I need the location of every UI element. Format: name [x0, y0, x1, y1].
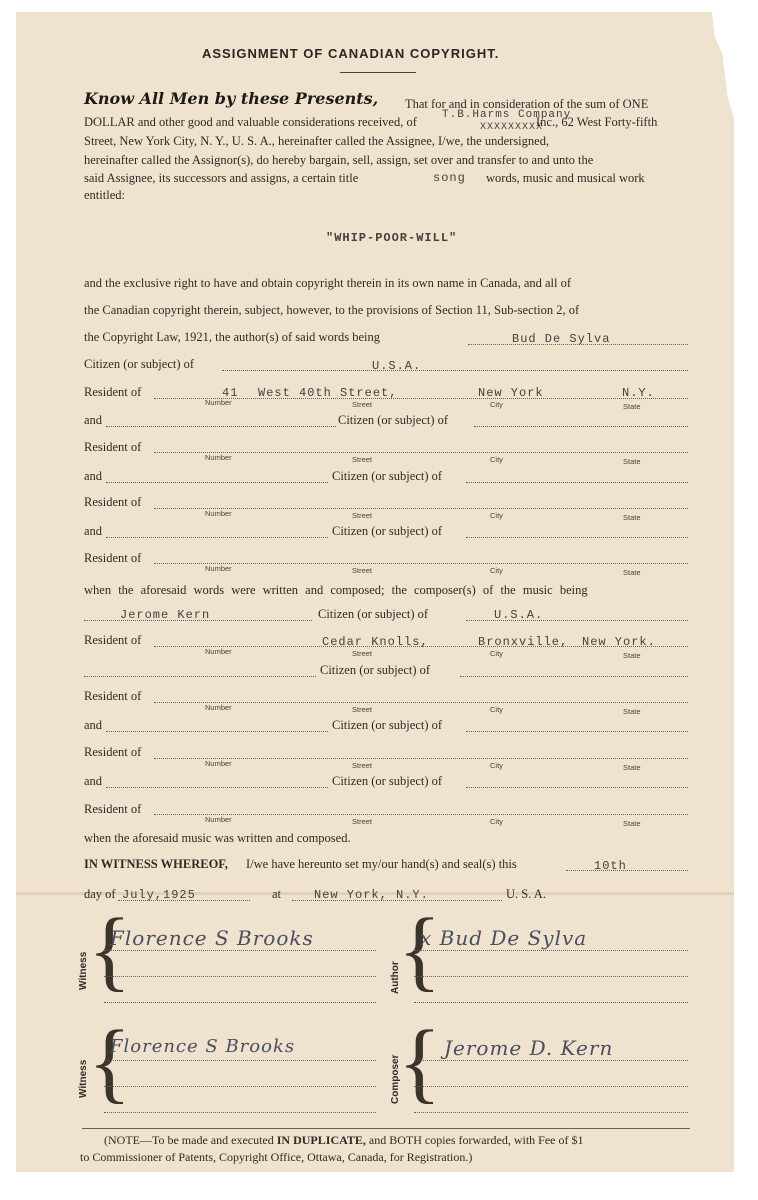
sub-state-6: State: [623, 707, 641, 716]
sub-street-5: Street: [352, 649, 373, 658]
and-line-1: [106, 426, 336, 427]
sub-state: State: [623, 402, 641, 411]
composer-street-typed: Cedar Knolls,: [322, 635, 429, 649]
sub-city-3: City: [490, 511, 503, 520]
witness-whereof-text: I/we have hereunto set my/our hand(s) and seal(s) this: [246, 857, 517, 871]
sub-city-7: City: [490, 761, 503, 770]
usa-printed: U. S. A.: [506, 887, 546, 901]
sub-number-5: Number: [205, 647, 232, 656]
sub-street-3: Street: [352, 511, 373, 520]
sub-number-4: Number: [205, 564, 232, 573]
day-line: [566, 870, 688, 871]
sub-state-8: State: [623, 819, 641, 828]
witness-1-line-a: [104, 950, 376, 951]
composer-line-c: [414, 1112, 688, 1113]
witness-2-line-c: [104, 1112, 376, 1113]
title-kind-typed: song: [433, 171, 466, 185]
sub-city: City: [490, 400, 503, 409]
sub-state-7: State: [623, 763, 641, 772]
composer-signature: Jerome D. Kern: [444, 1036, 614, 1060]
composer-label: Composer: [390, 1054, 401, 1104]
resident-label-7: Resident of: [84, 745, 142, 759]
sub-city-2: City: [490, 455, 503, 464]
and-label-3: and: [84, 524, 103, 538]
witness-1-signature: Florence S Brooks: [110, 926, 314, 950]
and-citizen-label-1: Citizen (or subject) of: [338, 413, 449, 427]
sub-number-7: Number: [205, 759, 232, 768]
note-text-c: and BOTH copies forwarded, with Fee of $1: [368, 1133, 584, 1147]
and-label-5: and: [84, 774, 103, 788]
struck-text: XXXXXXXXX: [480, 122, 544, 133]
author-line-a: [414, 950, 688, 951]
title-rule: [340, 72, 416, 73]
sub-city-4: City: [490, 566, 503, 575]
sub-state-3: State: [623, 513, 641, 522]
music-composed-line: when the aforesaid music was written and composed.: [84, 831, 351, 845]
composer-and-citizen-line-1: [460, 676, 688, 677]
sub-street-7: Street: [352, 761, 373, 770]
rights-line-2: the Canadian copyright therein, subject, however, to the provisions of Section 11, Sub-section 2, of: [84, 303, 580, 317]
composers-intro: when the aforesaid words were written and composed; the composer(s) of the music being: [84, 583, 588, 597]
and-citizen-line-5: [466, 787, 688, 788]
and-line-2: [106, 482, 328, 483]
author-street-typed: West 40th Street,: [258, 386, 398, 400]
note-line-2: to Commissioner of Patents, Copyright Office, Ottawa, Canada, for Registration.): [80, 1150, 473, 1164]
sub-city-8: City: [490, 817, 503, 826]
witness-1-line-b: [104, 976, 376, 977]
author-name-typed: Bud De Sylva: [512, 332, 611, 346]
witness-2-line-b: [104, 1086, 376, 1087]
and-citizen-label-2: Citizen (or subject) of: [332, 469, 443, 483]
sub-street-4: Street: [352, 566, 373, 575]
and-citizen-line-4: [466, 731, 688, 732]
composer-and-line-1: [84, 676, 316, 677]
resident-label-4: Resident of: [84, 551, 142, 565]
author-signature: x Bud De Sylva: [420, 926, 588, 950]
intro-line-5: said Assignee, its successors and assigns, a certain title: [84, 171, 359, 185]
author-city-typed: New York: [478, 386, 544, 400]
resident-label-3: Resident of: [84, 495, 142, 509]
witness-whereof-bold: IN WITNESS WHEREOF,: [84, 857, 228, 871]
and-label-2: and: [84, 469, 103, 483]
sub-city-6: City: [490, 705, 503, 714]
and-citizen-label-4: Citizen (or subject) of: [332, 718, 443, 732]
witness-label-2: Witness: [78, 1059, 89, 1098]
author-state-typed: N.Y.: [622, 386, 655, 400]
note-duplicate: IN DUPLICATE,: [276, 1133, 366, 1147]
resident-label-6: Resident of: [84, 689, 142, 703]
witness-brace-2: {: [88, 1013, 132, 1112]
day-typed: 10th: [594, 859, 627, 873]
day-of-label: day of: [84, 887, 116, 901]
composer-city-typed: Bronxville,: [478, 635, 569, 649]
composer-and-citizen-1: Citizen (or subject) of: [320, 663, 431, 677]
resident-line-3: [154, 508, 688, 509]
rights-line-3: the Copyright Law, 1921, the author(s) of said words being: [84, 330, 381, 344]
sub-number-6: Number: [205, 703, 232, 712]
opening-phrase: Know All Men by these Presents,: [84, 89, 379, 108]
author-citizenship-typed: U.S.A.: [372, 359, 422, 373]
intro-line-6: entitled:: [84, 188, 125, 202]
at-label: at: [272, 887, 282, 901]
author-line-b: [414, 976, 688, 977]
sub-city-5: City: [490, 649, 503, 658]
resident-line-4: [154, 563, 688, 564]
sub-state-4: State: [623, 568, 641, 577]
composer-line-b: [414, 1086, 688, 1087]
composer-citizenship-typed: U.S.A.: [494, 608, 544, 622]
and-citizen-line-3: [466, 537, 688, 538]
sub-number: Number: [205, 398, 232, 407]
sub-number-2: Number: [205, 453, 232, 462]
author-brace: {: [398, 901, 442, 1000]
witness-brace-1: {: [88, 901, 132, 1000]
author-resident-label: Resident of: [84, 385, 142, 399]
composer-brace: {: [398, 1013, 442, 1112]
rights-line-1: and the exclusive right to have and obtain copyright therein in its own name in Canada, and all of: [84, 276, 572, 290]
month-year-typed: July,1925: [122, 888, 196, 902]
author-line-c: [414, 1002, 688, 1003]
sub-street: Street: [352, 400, 373, 409]
intro-line-2: DOLLAR and other good and valuable considerations received, of: [84, 115, 417, 129]
sub-street-6: Street: [352, 705, 373, 714]
and-citizen-label-3: Citizen (or subject) of: [332, 524, 443, 538]
resident-line-2: [154, 452, 688, 453]
and-citizen-label-5: Citizen (or subject) of: [332, 774, 443, 788]
resident-line-8: [154, 814, 688, 815]
intro-line-4: hereinafter called the Assignor(s), do hereby bargain, sell, assign, set over and transfer to and unto the: [84, 153, 594, 167]
composer-resident-label: Resident of: [84, 633, 142, 647]
intro-line-1: That for and in consideration of the sum of ONE: [405, 97, 649, 111]
and-line-3: [106, 537, 328, 538]
and-label-1: and: [84, 413, 103, 427]
note-text-a: (NOTE—To be made and executed: [104, 1133, 274, 1147]
sub-state-2: State: [623, 457, 641, 466]
witness-1-line-c: [104, 1002, 376, 1003]
intro-line-5b: words, music and musical work: [486, 171, 645, 185]
composer-name-typed: Jerome Kern: [120, 608, 211, 622]
and-line-4: [106, 731, 328, 732]
resident-line-7: [154, 758, 688, 759]
composer-citizen-label: Citizen (or subject) of: [318, 607, 429, 621]
author-number-typed: 41: [222, 386, 239, 400]
sub-number-8: Number: [205, 815, 232, 824]
document-title: ASSIGNMENT OF CANADIAN COPYRIGHT.: [202, 46, 500, 61]
author-citizen-label: Citizen (or subject) of: [84, 357, 195, 371]
sub-street-8: Street: [352, 817, 373, 826]
witness-label-1: Witness: [78, 951, 89, 990]
witness-2-signature: Florence S Brooks: [110, 1036, 296, 1057]
sub-number-3: Number: [205, 509, 232, 518]
and-line-5: [106, 787, 328, 788]
note-rule: [82, 1128, 690, 1129]
resident-label-8: Resident of: [84, 802, 142, 816]
work-title: "WHIP-POOR-WILL": [326, 231, 458, 245]
assignee-typed: T.B.Harms Company: [442, 109, 572, 121]
resident-line-6: [154, 702, 688, 703]
note-line-1: [104, 1133, 584, 1148]
composer-state-typed: New York.: [582, 635, 656, 649]
and-citizen-line-2: [466, 482, 688, 483]
author-citizen-line: [222, 370, 688, 371]
intro-line-3: Street, New York City, N. Y., U. S. A., hereinafter called the Assignee, I/we, the undersigned,: [84, 134, 550, 148]
and-label-4: and: [84, 718, 103, 732]
witness-2-line-a: [104, 1060, 376, 1061]
place-typed: New York, N.Y.: [314, 888, 429, 902]
sub-state-5: State: [623, 651, 641, 660]
sub-street-2: Street: [352, 455, 373, 464]
author-label: Author: [390, 961, 401, 994]
intro-line-2b: Inc., 62 West Forty-fifth: [536, 115, 658, 129]
composer-line-a: [414, 1060, 688, 1061]
resident-label-2: Resident of: [84, 440, 142, 454]
and-citizen-line-1: [474, 426, 688, 427]
